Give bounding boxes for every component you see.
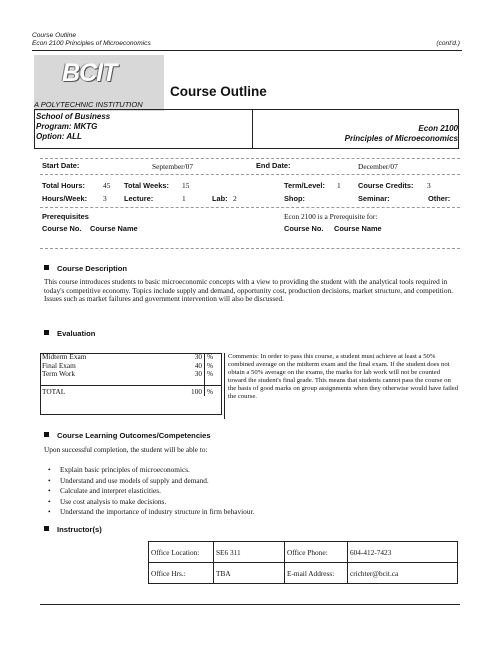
table-row xyxy=(149,542,458,563)
section-bullet-icon xyxy=(44,330,49,335)
office-phone-value: 604-412-7423 xyxy=(348,542,458,563)
bcit-logo: BCIT xyxy=(62,59,117,87)
school-info xyxy=(36,112,110,142)
header-doc-type: Course Outline xyxy=(32,32,76,39)
page-title: Course Outline xyxy=(170,84,267,99)
term-value: 1 xyxy=(337,181,341,190)
evaluation-heading xyxy=(44,329,95,338)
course-code: Econ 2100 xyxy=(418,124,458,133)
header-contd: (cont'd.) xyxy=(436,40,460,47)
prereq-course-no: Course No. xyxy=(42,224,82,233)
lecture-label: Lecture: xyxy=(124,194,154,203)
evaluation-comments: Comments: In order to pass this course, a student must achieve at least a 50% combined average on the midterm exam and the final exam. If the student does not obtain a 50% average on the exams, the marks for lab work will not be counted toward the student's final grade. This means that students cannot pass the course on the basis of good marks on group assignments when they otherwise would have failed the course. xyxy=(224,353,460,419)
outcomes-intro: Upon successful completion, the student will be able to: xyxy=(44,445,208,454)
eval-unit: % xyxy=(205,353,223,362)
list-item: • Use cost analysis to make decisions. xyxy=(60,497,254,508)
total-hours-label: Total Hours: xyxy=(42,181,85,190)
list-item: • Understand the importance of industry structure in firm behaviour. xyxy=(60,507,254,518)
prereq-rule xyxy=(40,248,460,249)
office-location-value: SE6 311 xyxy=(214,542,285,563)
instructor-heading-text: Instructor(s) xyxy=(57,525,102,534)
dates-rule-bottom xyxy=(40,174,460,175)
evaluation-heading-text: Evaluation xyxy=(57,329,96,338)
prereq-for-course-no: Course No. xyxy=(284,224,324,233)
header-course-line: Econ 2100 Principles of Microeconomics xyxy=(32,40,151,47)
prereq-for-course-name: Course Name xyxy=(334,224,382,233)
email-value: crichter@bcit.ca xyxy=(348,563,458,584)
outcomes-list xyxy=(60,465,254,518)
school-name: School of Business xyxy=(36,112,111,121)
term-label: Term/Level: xyxy=(284,181,325,190)
footer-rule xyxy=(40,604,460,605)
evaluation-table xyxy=(40,353,222,396)
email-label: E-mail Address: xyxy=(285,563,348,584)
credits-value: 3 xyxy=(427,181,431,190)
course-identity xyxy=(345,124,458,144)
outcomes-heading xyxy=(44,431,211,440)
description-heading xyxy=(44,264,127,273)
section-bullet-icon xyxy=(44,432,49,437)
office-phone-label: Office Phone: xyxy=(285,542,348,563)
logo-tagline: A POLYTECHNIC INSTITUTION xyxy=(34,100,143,109)
office-hrs-value: TBA xyxy=(214,563,285,584)
description-heading-text: Course Description xyxy=(57,264,128,273)
hours-week-value: 3 xyxy=(103,194,107,203)
eval-value: 30 xyxy=(194,352,202,361)
prereq-course-name: Course Name xyxy=(90,224,138,233)
other-label: Other: xyxy=(428,194,451,203)
eval-unit: % xyxy=(205,370,223,379)
end-date-value: December/07 xyxy=(358,162,398,171)
course-name: Principles of Microeconomics xyxy=(344,134,458,143)
option: Option: ALL xyxy=(36,132,82,141)
table-row xyxy=(40,370,222,379)
section-bullet-icon xyxy=(44,526,49,531)
section-bullet-icon xyxy=(44,265,49,270)
lecture-value: 1 xyxy=(182,194,186,203)
eval-total-value: 100 xyxy=(191,386,202,396)
credits-label: Course Credits: xyxy=(358,181,414,190)
list-item: • Calculate and interpret elasticities. xyxy=(60,486,254,497)
program: Program: MKTG xyxy=(36,122,98,131)
outcomes-heading-text: Course Learning Outcomes/Competencies xyxy=(57,431,211,440)
hours-week-label: Hours/Week: xyxy=(42,194,88,203)
eval-item: Term Work xyxy=(42,369,76,379)
table-row xyxy=(149,563,458,584)
total-hours-value: 45 xyxy=(103,181,111,190)
seminar-label: Seminar: xyxy=(358,194,390,203)
description-text: This course introduces students to basic microeconomic concepts with a view to providing the student with the analytical tools required in today's competitive economy. Topics include supply and demand, opportunity cost, production decisions, market structure, and competition. Issues such as market failures and government intervention will also be discussed. xyxy=(44,277,453,304)
eval-value: 40 xyxy=(194,360,202,370)
eval-unit: % xyxy=(205,362,223,371)
eval-item: Final Exam xyxy=(42,360,76,370)
total-weeks-label: Total Weeks: xyxy=(124,181,169,190)
lab-value: 2 xyxy=(233,194,237,203)
office-hrs-label: Office Hrs.: xyxy=(149,563,214,584)
instructor-table xyxy=(148,541,458,584)
school-box-divider xyxy=(252,109,253,149)
hours-rule xyxy=(40,207,460,208)
total-weeks-value: 15 xyxy=(182,181,190,190)
start-date-label: Start Date: xyxy=(42,161,80,170)
list-item: • Understand and use models of supply and demand. xyxy=(60,476,254,487)
start-date-value: September/07 xyxy=(152,162,194,171)
office-location-label: Office Location: xyxy=(149,542,214,563)
header-rule xyxy=(32,50,462,51)
dates-rule xyxy=(40,158,460,159)
running-header xyxy=(32,32,151,48)
lab-label: Lab: xyxy=(212,194,228,203)
shop-label: Shop: xyxy=(284,194,305,203)
eval-total-item: TOTAL xyxy=(42,386,66,396)
end-date-label: End Date: xyxy=(256,161,291,170)
instructor-heading xyxy=(44,525,102,534)
eval-value: 30 xyxy=(194,369,202,379)
table-row-total xyxy=(40,385,222,396)
prereq-for-heading: Econ 2100 is a Prerequisite for: xyxy=(284,212,378,221)
eval-item: Midterm Exam xyxy=(42,352,87,361)
list-item: • Explain basic principles of microeconomics. xyxy=(60,465,254,476)
eval-total-unit: % xyxy=(205,385,223,396)
prereq-heading: Prerequisites xyxy=(42,212,89,221)
